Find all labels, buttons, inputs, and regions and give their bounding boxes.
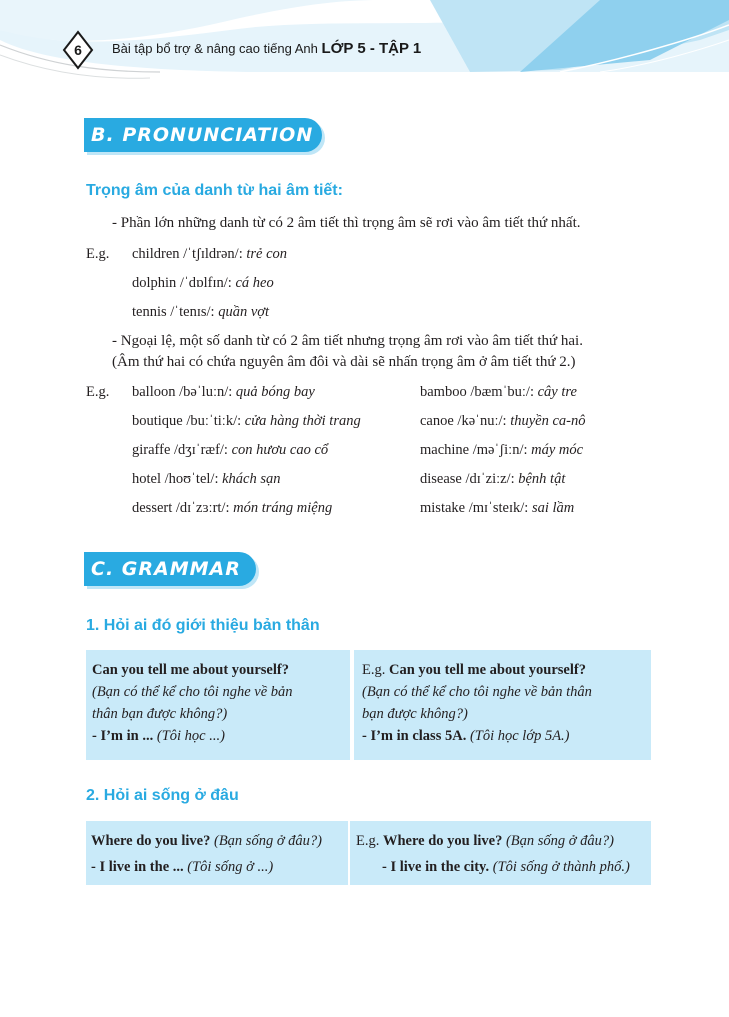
rule-1: - Phần lớn những danh từ có 2 âm tiết thì trọng âm sẽ rơi vào âm tiết thứ nhất. <box>112 215 581 231</box>
example-giraffe: giraffe /dʒɪˈræf/: con hươu cao cổ <box>132 442 329 458</box>
example-canoe: canoe /kəˈnuː/: thuyền ca-nô <box>420 413 586 429</box>
grammar-subheading-2: 2. Hỏi ai sống ở đâu <box>86 787 239 804</box>
example-boutique: boutique /buːˈtiːk/: cửa hàng thời trang <box>132 413 361 429</box>
grammar-2-left-text: Where do you live? (Bạn sống ở đâu?) - I live in the ... (Tôi sống ở ...) <box>91 833 323 875</box>
example-tennis: tennis /ˈtenɪs/: quần vợt <box>132 304 270 320</box>
section-b-banner <box>84 118 322 152</box>
rule-2-line-2: (Âm thứ hai có chứa nguyên âm đôi và dài sẽ nhấn trọng âm ở âm tiết thứ 2.) <box>112 354 576 370</box>
rule-2-line-1: - Ngoại lệ, một số danh từ có 2 âm tiết nhưng trọng âm rơi vào âm tiết thứ hai. <box>112 333 583 349</box>
book-title <box>112 40 421 57</box>
example-disease: disease /dɪˈziːz/: bệnh tật <box>420 471 566 487</box>
example-balloon: balloon /bəˈluːn/: quả bóng bay <box>132 384 315 400</box>
example-dolphin: dolphin /ˈdɒlfɪn/: cá heo <box>132 275 274 291</box>
example-mistake: mistake /mɪˈsteɪk/: sai lầm <box>420 500 575 516</box>
eg-label-2: E.g. <box>86 384 110 400</box>
grammar-subheading-1: 1. Hỏi ai đó giới thiệu bản thân <box>86 617 320 634</box>
example-bamboo: bamboo /bæmˈbuː/: cây tre <box>420 384 577 400</box>
example-dessert: dessert /dɪˈzɜːrt/: món tráng miệng <box>132 500 333 516</box>
grammar-2-right-text: E.g. Where do you live? (Bạn sống ở đâu?) - I live in the city. (Tôi sống ở thành phố.) <box>356 833 630 875</box>
book-title-emphasis: LỚP 5 - TẬP 1 <box>321 40 422 57</box>
grammar-1-right-text: E.g. Can you tell me about yourself? (Bạn có thể kể cho tôi nghe về bản thân bạn được không?) - I’m in class 5A. (Tôi học lớp 5A.) <box>362 662 592 744</box>
stress-subheading: Trọng âm của danh từ hai âm tiết: <box>86 182 343 199</box>
section-c-banner <box>84 552 256 586</box>
page-number: 6 <box>74 42 82 58</box>
example-machine: machine /məˈʃiːn/: máy móc <box>420 442 584 458</box>
grammar-1-left-text: Can you tell me about yourself? (Bạn có thể kể cho tôi nghe về bản thân bạn được không?) - I’m in ... (Tôi học ...) <box>92 662 293 744</box>
eg-label-1: E.g. <box>86 246 110 262</box>
section-c-heading: C. GRAMMAR <box>91 558 241 580</box>
example-hotel: hotel /hoʊˈtel/: khách sạn <box>132 471 281 487</box>
section-b-heading: B. PRONUNCIATION <box>91 124 314 146</box>
example-children: children /ˈtʃɪldrən/: trẻ con <box>132 246 288 262</box>
book-title-prefix: Bài tập bổ trợ & nâng cao tiếng Anh <box>112 41 322 56</box>
